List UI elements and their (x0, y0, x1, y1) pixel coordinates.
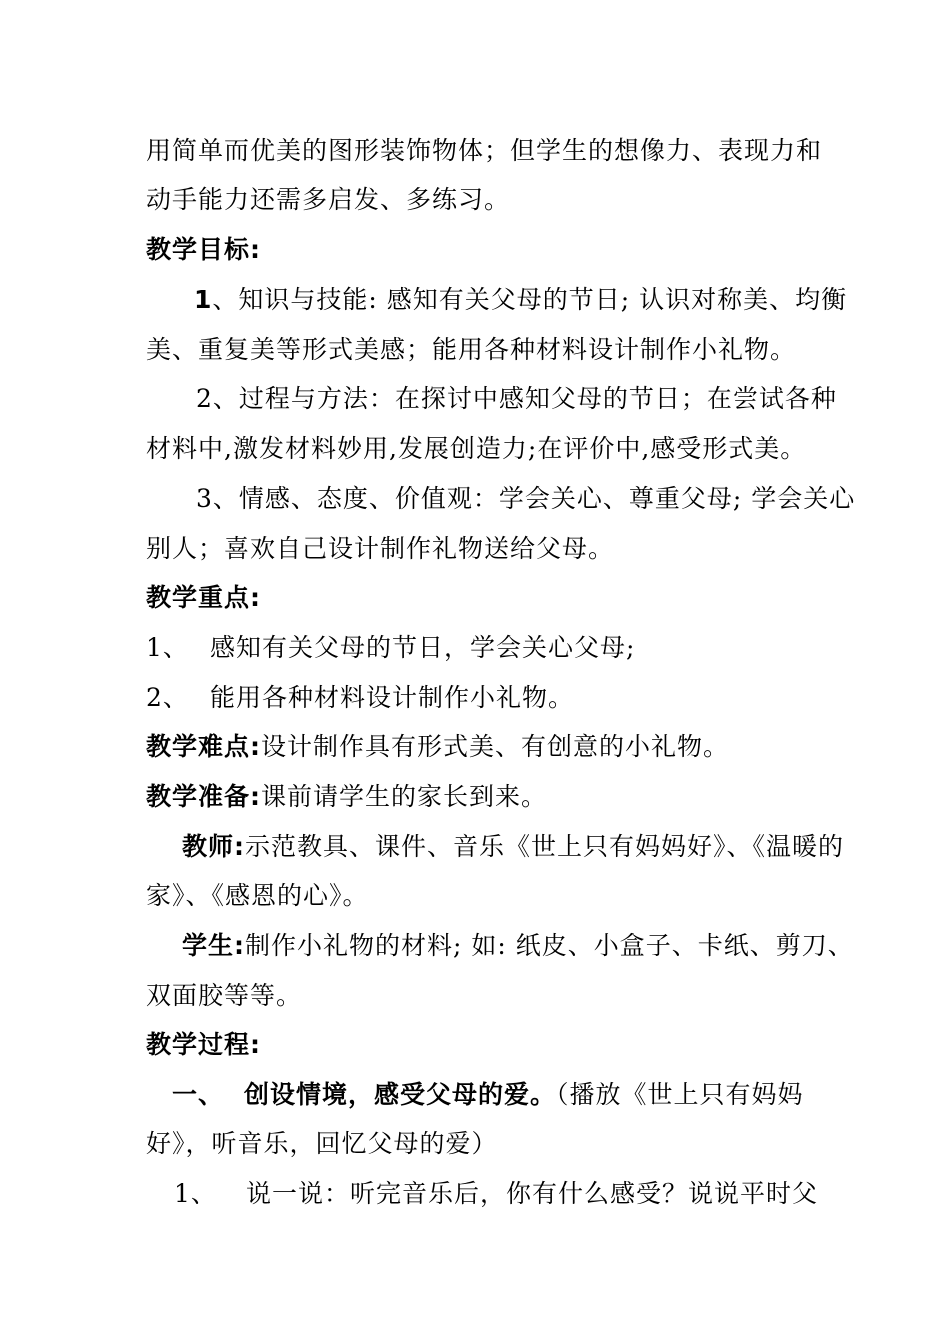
objective-1-number: 1 (194, 285, 213, 314)
section-heading-objectives: 教学目标: (146, 235, 261, 264)
key-point-item (146, 682, 574, 714)
section-heading-key-points: 教学重点: (146, 583, 261, 612)
process-step-number: 一、 (172, 1080, 225, 1109)
section-heading-difficulty: 教学难点: (146, 732, 261, 761)
difficulty-line (146, 731, 729, 763)
student-line (182, 930, 854, 962)
teacher-line (182, 831, 845, 863)
key-point-number: 1、 (146, 633, 189, 662)
objective-2-line: 材料中,激发材料妙用,发展创造力;在评价中,感受形式美。 (146, 434, 807, 463)
key-point-number: 2、 (146, 683, 189, 712)
objective-1-line (194, 284, 848, 316)
objective-2-line: 2、过程与方法：在探讨中感知父母的节日；在尝试各种 (196, 384, 837, 413)
key-point-text: 能用各种材料设计制作小礼物。 (210, 683, 575, 712)
section-heading-process: 教学过程: (146, 1030, 261, 1059)
student-line: 双面胶等等。 (146, 981, 303, 1010)
objective-1-line: 美、重复美等形式美感；能用各种材料设计制作小礼物。 (146, 335, 797, 364)
objective-3-line: 3、情感、态度、价值观：学会关心、尊重父母; 学会关心 (196, 484, 856, 513)
objective-1-text: 、知识与技能: 感知有关父母的节日; 认识对称美、均衡 (212, 285, 848, 314)
process-step-title: 创设情境，感受父母的爱。 (244, 1080, 557, 1109)
difficulty-text: 设计制作具有形式美、有创意的小礼物。 (261, 732, 730, 761)
student-label: 学生: (182, 931, 245, 960)
student-text: 制作小礼物的材料; 如: 纸皮、小盒子、卡纸、剪刀、 (245, 931, 854, 960)
teacher-label: 教师: (182, 832, 245, 861)
key-point-text: 感知有关父母的节日，学会关心父母; (210, 633, 636, 662)
teacher-line: 家》、《感恩的心》。 (146, 881, 369, 910)
substep-text: 说一说：听完音乐后，你有什么感受？说说平时父 (246, 1179, 819, 1208)
process-substep-1 (174, 1178, 818, 1210)
key-point-item (146, 632, 635, 664)
preparation-line (146, 781, 547, 813)
paragraph-line: 用简单而优美的图形装饰物体；但学生的想像力、表现力和 (146, 136, 823, 165)
teacher-text: 示范教具、课件、音乐《世上只有妈妈好》、《温暖的 (245, 832, 845, 861)
process-step-note: （播放《世上只有妈妈 (556, 1080, 804, 1109)
section-heading-preparation: 教学准备: (146, 782, 261, 811)
process-step-1 (172, 1079, 804, 1111)
process-step-note-line: 好》，听音乐，回忆父母的爱） (146, 1129, 498, 1158)
substep-number: 1、 (174, 1179, 217, 1208)
objective-3-line: 别人；喜欢自己设计制作礼物送给父母。 (146, 534, 615, 563)
paragraph-line: 动手能力还需多启发、多练习。 (146, 185, 511, 214)
preparation-text: 课前请学生的家长到来。 (261, 782, 548, 811)
